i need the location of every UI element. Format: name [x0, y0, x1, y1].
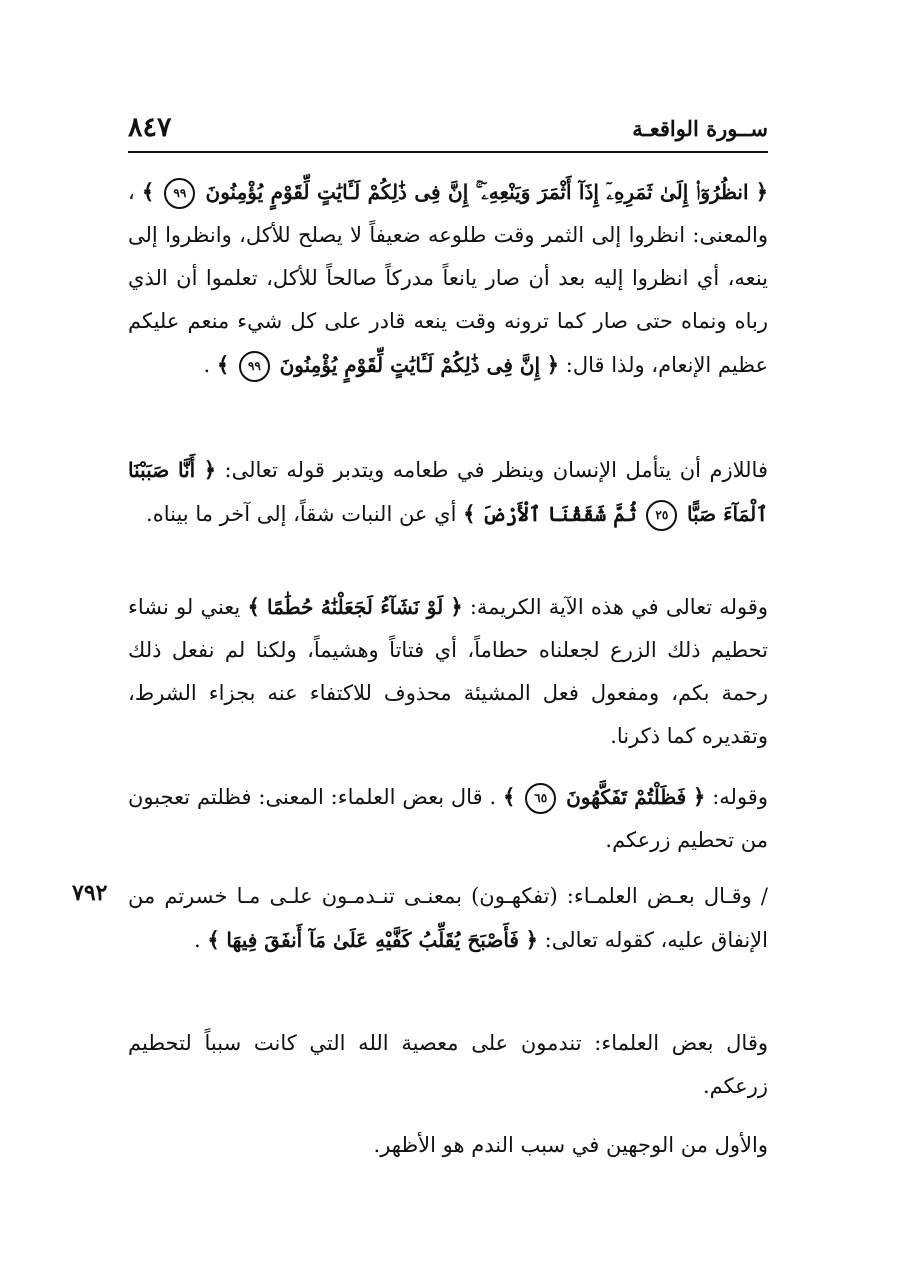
quran-open-bracket: ﴿: [693, 784, 706, 809]
paragraph-text: والمعنى: انظروا إلى الثمر وقت طلوعه ضعيفاً لا يصلح للأكل، وانظروا إلى ينعه، أي انظروا إليه بعد أن صار يانعاً مدركاً صالحاً للأكل، تعلموا أن الذي رباه ونماه حتى صار كما ترونه وقت ينعه قادر على كل شيء منعم عليكم عظيم الإنعام، ولذا قال:: [128, 223, 768, 377]
quran-verse: لَوْ نَشَآءُ لَجَعَلْنَٰهُ حُطَٰمًا: [266, 595, 444, 619]
ayah-number-marker: ٢٥: [646, 500, 677, 531]
paragraph-text: فاللازم أن يتأمل الإنسان وينظر في طعامه ويتدبر قوله تعالى:: [216, 458, 768, 482]
punctuation: .: [194, 928, 201, 952]
paragraph-text: يعني لو نشاء تحطيم ذلك الزرع لجعلناه حطاماً، أي فتاتاً وهشيماً، ولكنا لم نفعل ذلك رحمة بكم، ومفعول فعل المشيئة محذوف للاكتفاء عنه بجزاء الشرط، وتقديره كما ذكرنا.: [128, 595, 768, 748]
paragraph-text: . قال بعض العلماء: المعنى: فظلتم تعجبون من تحطيم زرعكم.: [128, 785, 768, 852]
paragraph-text: وقال بعض العلماء: تندمون على معصية الله التي كانت سبباً لتحطيم زرعكم.: [128, 1031, 768, 1098]
paragraph-text: وقوله تعالى في هذه الآية الكريمة:: [462, 595, 768, 619]
ayah-number-marker: ٩٩: [239, 351, 270, 382]
quran-verse: إِنَّ فِى ذَٰلِكُمْ لَـَٔايَٰتٍ لِّقَوْمٍ يُؤْمِنُونَ: [279, 353, 541, 377]
paragraph-text: / وقـال بعـض العلمـاء: (تفكهـون) بمعنـى تنـدمـون علـى مـا خسرتم من الإنفاق عليه، كقوله تعالى:: [128, 884, 768, 952]
page-header: [128, 112, 768, 148]
paragraph-1: [128, 170, 768, 387]
quran-close-bracket: ﴾: [503, 784, 516, 809]
quran-close-bracket: ﴾: [141, 179, 155, 204]
paragraph-text: وقوله:: [705, 785, 768, 809]
punctuation: .: [203, 353, 211, 377]
quran-open-bracket: ﴿: [755, 179, 768, 204]
quran-close-bracket: ﴾: [247, 594, 260, 619]
quran-close-bracket: ﴾: [207, 927, 220, 952]
surah-title: ســورة الواقعـة: [632, 116, 768, 141]
paragraph-3: [128, 585, 768, 758]
page-number: ٨٤٧: [128, 112, 172, 143]
quran-close-bracket: ﴾: [463, 501, 476, 526]
ayah-number-marker: ٩٩: [164, 178, 195, 209]
quran-open-bracket: ﴿: [546, 352, 560, 377]
paragraph-6: [128, 1022, 768, 1108]
ayah-number-marker: ٦٥: [525, 783, 556, 814]
quran-open-bracket: ﴿: [203, 457, 217, 482]
quran-verse: انظُرُوٓا۟ إِلَىٰ ثَمَرِهِۦٓ إِذَآ أَثْمَرَ وَيَنْعِهِۦٓ ۚ إِنَّ فِى ذَٰلِكُمْ لَـَٔايَٰتٍ لِّقَوْمٍ يُؤْمِنُونَ: [205, 180, 749, 204]
paragraph-2: [128, 448, 768, 536]
quran-verse: فَظَلْتُمْ تَفَكَّهُونَ: [566, 785, 687, 809]
quran-verse: أَنَّا صَبَبْنَا ٱلْمَآءَ صَبًّا: [128, 458, 768, 526]
paragraph-4: [128, 775, 768, 862]
header-rule: [128, 151, 768, 153]
paragraph-text: والأول من الوجهين في سبب الندم هو الأظهر.: [373, 1133, 768, 1157]
punctuation: ،: [128, 180, 135, 204]
quran-open-bracket: ﴿: [525, 927, 538, 952]
quran-close-bracket: ﴾: [216, 352, 230, 377]
paragraph-7: [128, 1124, 768, 1167]
paragraph-text: أي عن النبات شقاً، إلى آخر ما بيناه.: [146, 502, 457, 526]
quran-verse: فَأَصْبَحَ يُقَلِّبُ كَفَّيْهِ عَلَىٰ مَآ أَنفَقَ فِيهَا: [226, 928, 519, 952]
quran-verse: ثُمَّ شَقَقْنَا ٱلْأَرْضَ: [482, 502, 637, 526]
marginal-page-number: ٧٩٢: [72, 880, 108, 906]
quran-open-bracket: ﴿: [450, 594, 463, 619]
paragraph-5: [128, 875, 768, 962]
